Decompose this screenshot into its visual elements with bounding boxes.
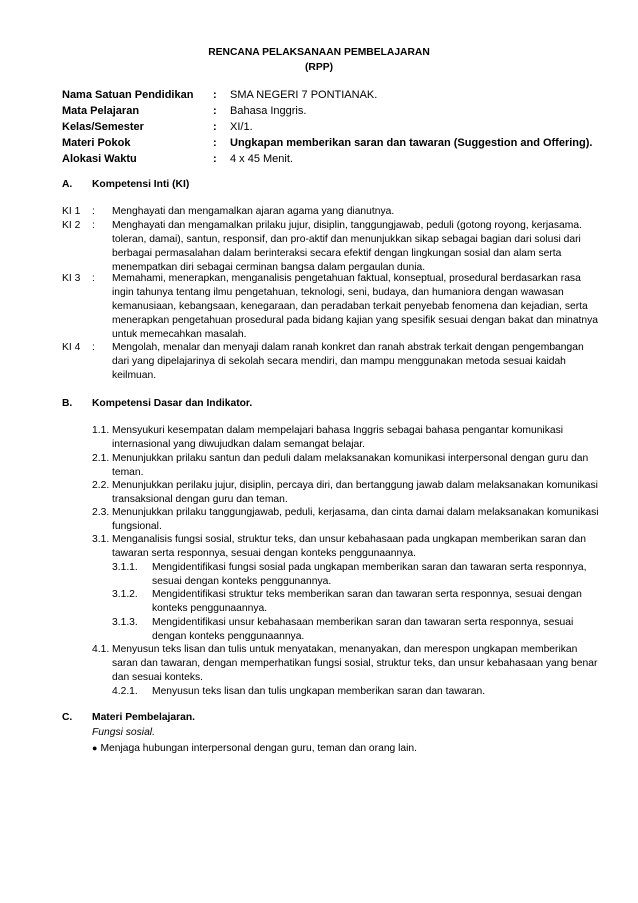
- kd-line: fungsional.: [112, 521, 162, 532]
- identity-row-school: [62, 88, 622, 104]
- ki-line: menempatkan diri sebagai cerminan bangsa dalam pergaulan dunia.: [112, 262, 426, 273]
- ki-line: menerapkan pengetahuan prosedural pada bidang kajian yang spesifik sesuai dengan bakat dan minatnya: [112, 315, 599, 326]
- section-c-title: Materi Pembelajaran.: [92, 712, 196, 723]
- kd-line: Mensyukuri kesempatan dalam mempelajari bahasa Inggris sebagai bahasa pengantar komunikasi: [112, 425, 564, 436]
- document-title: RENCANA PELAKSANAAN PEMBELAJARAN: [208, 47, 430, 58]
- kd-line: transaksional dengan guru dan teman.: [112, 494, 288, 505]
- kd-line: dan sesuai konteks.: [112, 672, 204, 683]
- ki-line: toleran, damai), santun, responsif, dan pro-aktif dan menunjukkan sikap sebagai bagian dari solusi dari: [112, 234, 581, 245]
- ki-line: Menghayati dan mengamalkan prilaku jujur, disiplin, tanggungjawab, peduli (gotong royong, kerjasama.: [112, 220, 582, 231]
- identity-colon: :: [213, 137, 217, 149]
- indicator-number: 3.1.2.: [112, 589, 138, 600]
- indicator-line: dengan konteks penggunaannya.: [152, 631, 305, 642]
- identity-label: Alokasi Waktu: [62, 153, 137, 165]
- bullet-text: Menjaga hubungan interpersonal dengan guru, teman dan orang lain.: [100, 743, 418, 754]
- identity-colon: :: [213, 89, 217, 101]
- ki-colon: :: [92, 273, 95, 284]
- identity-colon: :: [213, 153, 217, 165]
- ki-line: dari yang dipelajarinya di sekolah secara mendiri, dan mampu menggunakan metoda sesuai kaidah: [112, 356, 566, 367]
- kd-text: [112, 533, 612, 561]
- indicator-line: Menyusun teks lisan dan tulis ungkapan memberikan saran dan tawaran.: [152, 686, 486, 697]
- ki-code: KI 2: [62, 220, 81, 231]
- indicator-number: 3.1.1.: [112, 562, 138, 573]
- section-c-subtitle: Fungsi sosial.: [92, 727, 155, 738]
- section-b-title: Kompetensi Dasar dan Indikator.: [92, 398, 253, 409]
- document-subtitle: (RPP): [304, 62, 334, 73]
- identity-value: XI/1.: [230, 121, 253, 133]
- section-c-letter: C.: [62, 712, 73, 723]
- kd-line: Menunjukkan prilaku tanggungjawab, peduli, kerjasama, dan cinta damai dalam melaksanakan komunikasi: [112, 507, 599, 518]
- indicator-text: [152, 616, 612, 644]
- indicator-line: Mengidentifikasi unsur kebahasaan memberikan saran dan tawaran serta responnya, sesuai: [152, 617, 574, 628]
- ki-code: KI 1: [62, 206, 81, 217]
- identity-row-subject: [62, 104, 622, 120]
- kd-number: 1.1.: [92, 425, 110, 436]
- identity-label: Kelas/Semester: [62, 121, 144, 133]
- identity-value: Bahasa Inggris.: [230, 105, 307, 117]
- kd-line: internasional yang diwujudkan dalam semangat belajar.: [112, 439, 366, 450]
- identity-value: SMA NEGERI 7 PONTIANAK.: [230, 89, 378, 101]
- ki-line: berbagai permasalahan dalam berinteraksi secara efektif dengan lingkungan sosial dan alam serta: [112, 248, 562, 259]
- kd-number: 2.1.: [92, 453, 110, 464]
- ki-code: KI 4: [62, 342, 81, 353]
- indicator-text: [152, 561, 612, 589]
- bullet-icon: ●: [92, 743, 98, 753]
- indicator-line: Mengidentifikasi fungsi sosial pada ungkapan memberikan saran dan tawaran serta responnya,: [152, 562, 587, 573]
- bullet-item: [92, 741, 417, 756]
- identity-label: Materi Pokok: [62, 137, 131, 149]
- kd-number: 2.2.: [92, 480, 110, 491]
- kd-text: [112, 506, 612, 534]
- ki-text: [112, 219, 612, 275]
- kd-line: Menyusun teks lisan dan tulis untuk menyatakan, menanyakan, dan merespon ungkapan memberikan: [112, 644, 578, 655]
- kd-line: Menunjukkan perilaku jujur, disiplin, percaya diri, dan bertanggung jawab dalam melaksanakan komunikasi: [112, 480, 598, 491]
- indicator-number: 3.1.3.: [112, 617, 138, 628]
- kd-line: Menunjukkan prilaku santun dan peduli dalam melaksanakan komunikasi interpersonal dengan guru dan: [112, 453, 589, 464]
- identity-row-class: [62, 120, 622, 136]
- indicator-text: [152, 685, 612, 699]
- identity-label: Mata Pelajaran: [62, 105, 140, 117]
- ki-colon: :: [92, 342, 95, 353]
- indicator-line: sesuai dengan konteks penggunannya.: [152, 576, 332, 587]
- identity-row-time: [62, 152, 622, 168]
- ki-line: untuk memecahkan masalah.: [112, 329, 247, 340]
- kd-number: 4.1.: [92, 644, 110, 655]
- identity-label: Nama Satuan Pendidikan: [62, 89, 194, 101]
- kd-line: teman.: [112, 467, 144, 478]
- indicator-line: Mengidentifikasi struktur teks memberikan saran dan tawaran serta responnya, sesuai dengan: [152, 589, 582, 600]
- indicator-text: [152, 588, 612, 616]
- identity-value: 4 x 45 Menit.: [230, 153, 293, 165]
- ki-text: [112, 272, 612, 342]
- kd-number: 2.3.: [92, 507, 110, 518]
- section-b-letter: B.: [62, 398, 73, 409]
- section-a-letter: A.: [62, 179, 73, 190]
- kd-number: 3.1.: [92, 534, 110, 545]
- ki-text: [112, 341, 612, 383]
- ki-colon: :: [92, 206, 95, 217]
- identity-row-topic: [62, 136, 622, 152]
- identity-colon: :: [213, 121, 217, 133]
- kd-text: [112, 452, 612, 480]
- kd-line: saran dan tawaran, dengan memperhatikan fungsi sosial, struktur teks, dan unsur kebahasaan yang benar: [112, 658, 598, 669]
- section-a-title: Kompetensi Inti (KI): [92, 179, 190, 190]
- ki-line: kemanusiaan, kebangsaan, kenegaraan, dan peradaban terkait penyebab fenomena dan kejadian, serta: [112, 301, 588, 312]
- ki-code: KI 3: [62, 273, 81, 284]
- indicator-line: konteks penggunaannya.: [152, 603, 268, 614]
- ki-text: [112, 205, 612, 219]
- kd-text: [112, 424, 612, 452]
- kd-line: Menganalisis fungsi sosial, struktur teks, dan unsur kebahasaan pada ungkapan memberikan saran dan: [112, 534, 586, 545]
- ki-line: Mengolah, menalar dan menyaji dalam ranah konkret dan ranah abstrak terkait dengan pengembangan: [112, 342, 584, 353]
- kd-line: tawaran serta responnya, sesuai dengan konteks penggunaannya.: [112, 548, 416, 559]
- identity-colon: :: [213, 105, 217, 117]
- identity-value: Ungkapan memberikan saran dan tawaran (Suggestion and Offering).: [230, 137, 593, 149]
- ki-colon: :: [92, 220, 95, 231]
- ki-line: ingin tahunya tentang ilmu pengetahuan, teknologi, seni, budaya, dan humaniora dengan wawasan: [112, 287, 564, 298]
- ki-line: keilmuan.: [112, 370, 157, 381]
- indicator-number: 4.2.1.: [112, 686, 138, 697]
- kd-text: [112, 479, 612, 507]
- kd-text: [112, 643, 612, 685]
- ki-line: Menghayati dan mengamalkan ajaran agama yang dianutnya.: [112, 206, 395, 217]
- ki-line: Memahami, menerapkan, menganalisis pengetahuan faktual, konseptual, prosedural berdasarkan rasa: [112, 273, 581, 284]
